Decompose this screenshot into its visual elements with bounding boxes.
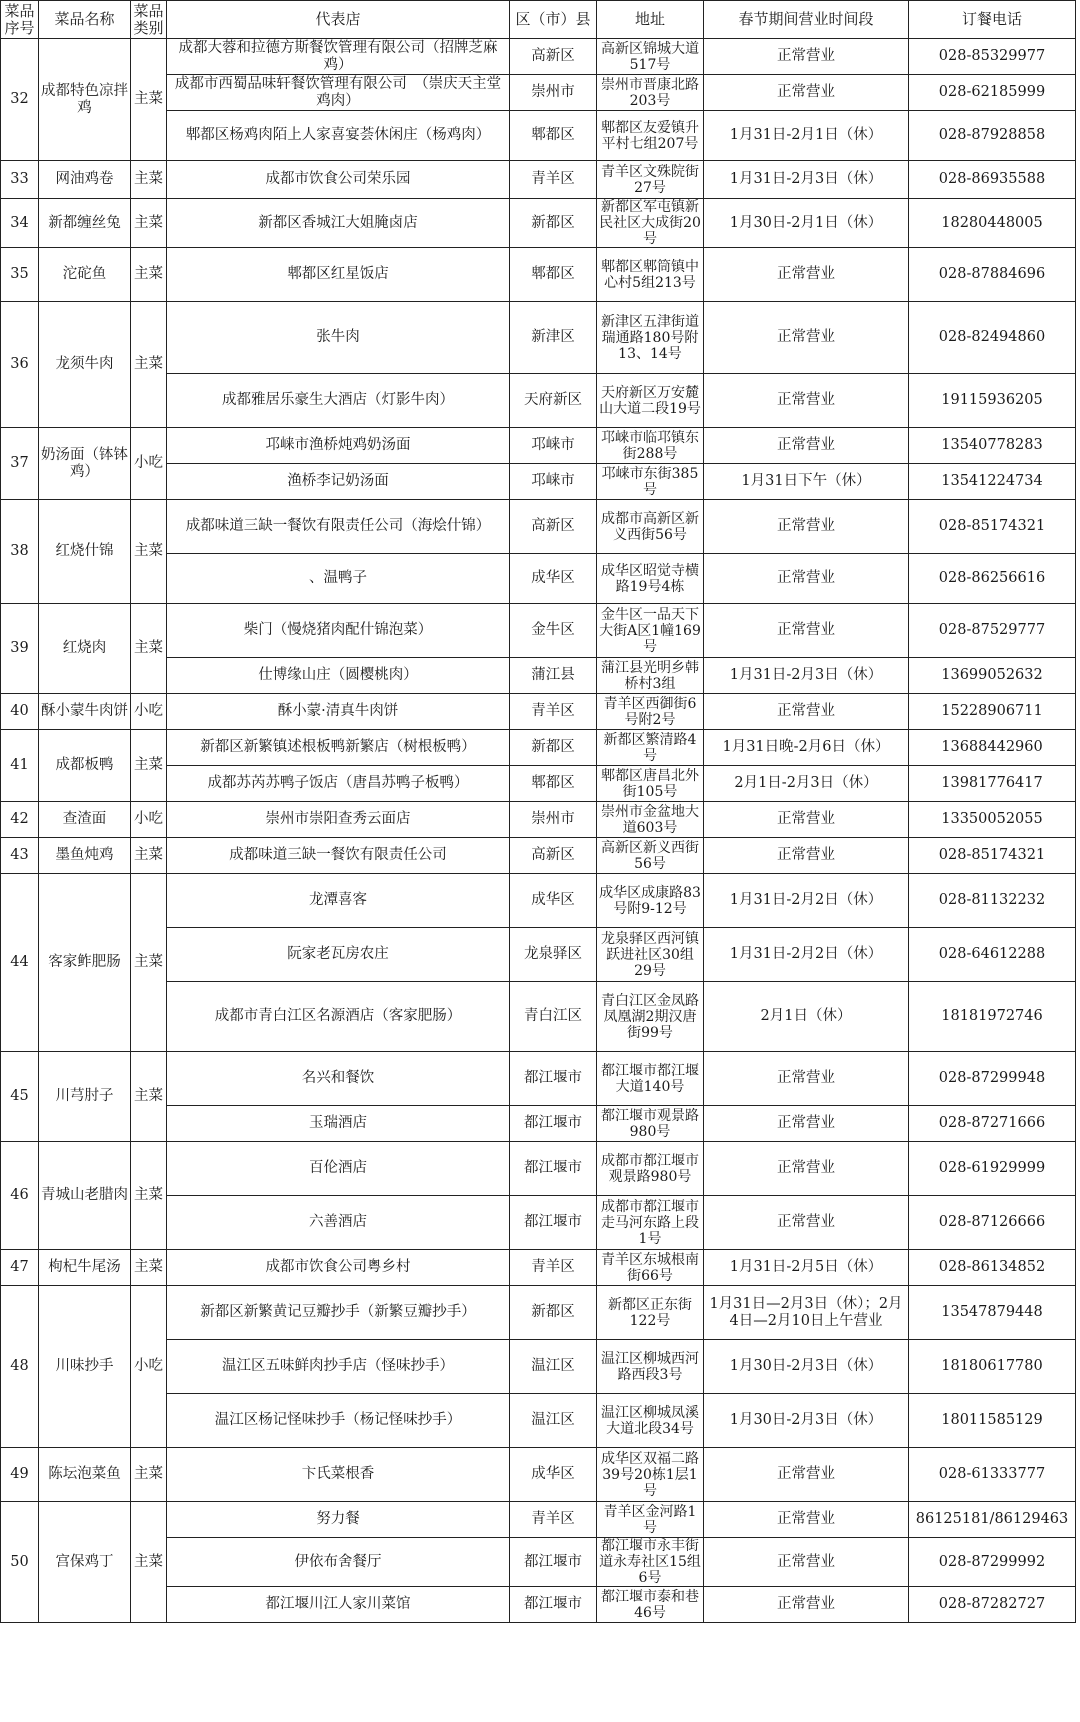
district: 高新区 <box>510 838 597 874</box>
header-shop: 代表店 <box>167 1 510 39</box>
address: 崇州市晋康北路203号 <box>597 75 704 111</box>
phone: 028-87282727 <box>909 1587 1076 1623</box>
dish-name: 成都特色凉拌鸡 <box>39 39 131 161</box>
table-row <box>1 1286 1076 1340</box>
dish-no: 46 <box>1 1142 39 1250</box>
district: 天府新区 <box>510 374 597 428</box>
dish-no: 41 <box>1 730 39 802</box>
dish-no: 38 <box>1 500 39 604</box>
dish-category: 主菜 <box>131 1502 167 1623</box>
address: 新都区军屯镇新民社区大成街20号 <box>597 199 704 248</box>
district: 都江堰市 <box>510 1106 597 1142</box>
address: 青白江区金凤路凤凰湖2期汉唐街99号 <box>597 982 704 1052</box>
business-hours: 1月31日-2月1日（休） <box>704 111 909 161</box>
business-hours: 正常营业 <box>704 838 909 874</box>
business-hours: 正常营业 <box>704 302 909 374</box>
address: 新都区正东街122号 <box>597 1286 704 1340</box>
district: 青羊区 <box>510 1250 597 1286</box>
shop-name: 玉瑞酒店 <box>167 1106 510 1142</box>
phone: 028-87928858 <box>909 111 1076 161</box>
district: 都江堰市 <box>510 1196 597 1250</box>
shop-name: 温江区杨记怪味抄手（杨记怪味抄手） <box>167 1394 510 1448</box>
dish-name: 青城山老腊肉 <box>39 1142 131 1250</box>
address: 成华区成康路83号附9-12号 <box>597 874 704 928</box>
business-hours: 1月31日-2月2日（休） <box>704 928 909 982</box>
dish-no: 32 <box>1 39 39 161</box>
business-hours: 1月31日-2月5日（休） <box>704 1250 909 1286</box>
dish-no: 45 <box>1 1052 39 1142</box>
shop-name: 温江区五味鲜肉抄手店（怪味抄手） <box>167 1340 510 1394</box>
dish-name: 奶汤面（钵钵鸡） <box>39 428 131 500</box>
dish-name: 红烧肉 <box>39 604 131 694</box>
phone: 028-85329977 <box>909 39 1076 75</box>
address: 邛崃市临邛镇东街288号 <box>597 428 704 464</box>
phone: 19115936205 <box>909 374 1076 428</box>
shop-name: 名兴和餐饮 <box>167 1052 510 1106</box>
shop-name: 成都市西蜀品味轩餐饮管理有限公司 （崇庆天主堂鸡肉） <box>167 75 510 111</box>
table-row <box>1 874 1076 928</box>
shop-name: 新都区新繁镇述根板鸭新繁店（树根板鸭） <box>167 730 510 766</box>
business-hours: 1月30日-2月3日（休） <box>704 1394 909 1448</box>
table-row <box>1 1250 1076 1286</box>
district: 温江区 <box>510 1340 597 1394</box>
address: 成华区双福二路39号20栋1层1号 <box>597 1448 704 1502</box>
dish-name: 川芎肘子 <box>39 1052 131 1142</box>
address: 高新区新义西街56号 <box>597 838 704 874</box>
district: 蒲江县 <box>510 658 597 694</box>
table-row <box>1 302 1076 374</box>
phone: 028-87529777 <box>909 604 1076 658</box>
address: 郫都区友爱镇升平村七组207号 <box>597 111 704 161</box>
district: 温江区 <box>510 1394 597 1448</box>
dish-category: 主菜 <box>131 500 167 604</box>
address: 崇州市金盆地大道603号 <box>597 802 704 838</box>
address: 成都市都江堰市观景路980号 <box>597 1142 704 1196</box>
district: 都江堰市 <box>510 1142 597 1196</box>
district: 青羊区 <box>510 694 597 730</box>
header-hours: 春节期间营业时间段 <box>704 1 909 39</box>
phone: 18280448005 <box>909 199 1076 248</box>
business-hours: 2月1日-2月3日（休） <box>704 766 909 802</box>
phone: 18181972746 <box>909 982 1076 1052</box>
business-hours: 正常营业 <box>704 1538 909 1587</box>
address: 青羊区东城根南街66号 <box>597 1250 704 1286</box>
phone: 028-86935588 <box>909 161 1076 199</box>
district: 龙泉驿区 <box>510 928 597 982</box>
table-body <box>1 39 1076 1623</box>
shop-name: 百伦酒店 <box>167 1142 510 1196</box>
district: 郫都区 <box>510 111 597 161</box>
table-row <box>1 802 1076 838</box>
table-row <box>1 161 1076 199</box>
business-hours: 正常营业 <box>704 428 909 464</box>
dish-category: 主菜 <box>131 1448 167 1502</box>
business-hours: 正常营业 <box>704 500 909 554</box>
district: 成华区 <box>510 874 597 928</box>
dish-name: 沱砣鱼 <box>39 248 131 302</box>
dish-no: 35 <box>1 248 39 302</box>
phone: 18011585129 <box>909 1394 1076 1448</box>
district: 都江堰市 <box>510 1538 597 1587</box>
district: 青羊区 <box>510 161 597 199</box>
business-hours: 正常营业 <box>704 248 909 302</box>
dish-name: 客家鲊肥肠 <box>39 874 131 1052</box>
address: 新都区繁清路4号 <box>597 730 704 766</box>
address: 天府新区万安麓山大道二段19号 <box>597 374 704 428</box>
table-row <box>1 1448 1076 1502</box>
phone: 13699052632 <box>909 658 1076 694</box>
business-hours: 正常营业 <box>704 1502 909 1538</box>
dish-name: 新都缠丝兔 <box>39 199 131 248</box>
phone: 86125181/86129463 <box>909 1502 1076 1538</box>
phone: 028-87299948 <box>909 1052 1076 1106</box>
district: 成华区 <box>510 1448 597 1502</box>
shop-name: 努力餐 <box>167 1502 510 1538</box>
shop-name: 成都味道三缺一餐饮有限责任公司（海烩什锦） <box>167 500 510 554</box>
shop-name: 伊依布舍餐厅 <box>167 1538 510 1587</box>
dish-category: 主菜 <box>131 199 167 248</box>
phone: 028-87126666 <box>909 1196 1076 1250</box>
address: 温江区柳城凤溪大道北段34号 <box>597 1394 704 1448</box>
dish-name: 枸杞牛尾汤 <box>39 1250 131 1286</box>
district: 新都区 <box>510 199 597 248</box>
district: 金牛区 <box>510 604 597 658</box>
phone: 13541224734 <box>909 464 1076 500</box>
dish-category: 小吃 <box>131 428 167 500</box>
district: 崇州市 <box>510 75 597 111</box>
phone: 028-86134852 <box>909 1250 1076 1286</box>
dish-no: 44 <box>1 874 39 1052</box>
shop-name: 成都味道三缺一餐饮有限责任公司 <box>167 838 510 874</box>
phone: 028-81132232 <box>909 874 1076 928</box>
district: 新津区 <box>510 302 597 374</box>
table-row <box>1 39 1076 75</box>
dish-name: 宫保鸡丁 <box>39 1502 131 1623</box>
dish-no: 40 <box>1 694 39 730</box>
table-row <box>1 500 1076 554</box>
address: 青羊区西御街6号附2号 <box>597 694 704 730</box>
dish-no: 43 <box>1 838 39 874</box>
business-hours: 2月1日（休） <box>704 982 909 1052</box>
dish-no: 33 <box>1 161 39 199</box>
shop-name: 新都区香城江大姐腌卤店 <box>167 199 510 248</box>
shop-name: 卞氏菜根香 <box>167 1448 510 1502</box>
shop-name: 酥小蒙·清真牛肉饼 <box>167 694 510 730</box>
table-row <box>1 199 1076 248</box>
business-hours: 1月31日-2月2日（休） <box>704 874 909 928</box>
shop-name: 都江堰川江人家川菜馆 <box>167 1587 510 1623</box>
phone: 13350052055 <box>909 802 1076 838</box>
business-hours: 1月31日-2月3日（休） <box>704 161 909 199</box>
district: 郫都区 <box>510 766 597 802</box>
address: 高新区锦城大道517号 <box>597 39 704 75</box>
table-row <box>1 730 1076 766</box>
address: 都江堰市泰和巷46号 <box>597 1587 704 1623</box>
table-row <box>1 604 1076 658</box>
dish-no: 36 <box>1 302 39 428</box>
header-dish-category: 菜品类别 <box>131 1 167 39</box>
dish-no: 37 <box>1 428 39 500</box>
dish-category: 小吃 <box>131 1286 167 1448</box>
phone: 028-64612288 <box>909 928 1076 982</box>
business-hours: 1月31日下午（休） <box>704 464 909 500</box>
dish-category: 小吃 <box>131 802 167 838</box>
dish-name: 成都板鸭 <box>39 730 131 802</box>
district: 新都区 <box>510 730 597 766</box>
address: 青羊区文殊院街27号 <box>597 161 704 199</box>
business-hours: 正常营业 <box>704 1196 909 1250</box>
address: 新津区五津街道瑞通路180号附13、14号 <box>597 302 704 374</box>
shop-name: 崇州市崇阳查秀云面店 <box>167 802 510 838</box>
header-row <box>1 1 1076 39</box>
table-row <box>1 1502 1076 1538</box>
dish-no: 42 <box>1 802 39 838</box>
business-hours: 正常营业 <box>704 1142 909 1196</box>
header-dish-no: 菜品序号 <box>1 1 39 39</box>
shop-name: 成都市饮食公司粤乡村 <box>167 1250 510 1286</box>
address: 郫都区郫筒镇中心村5组213号 <box>597 248 704 302</box>
shop-name: 渔桥李记奶汤面 <box>167 464 510 500</box>
address: 都江堰市观景路980号 <box>597 1106 704 1142</box>
table-row <box>1 1052 1076 1106</box>
shop-name: 郫都区杨鸡肉陌上人家喜宴荟休闲庄（杨鸡肉） <box>167 111 510 161</box>
address: 邛崃市东街385号 <box>597 464 704 500</box>
phone: 028-61333777 <box>909 1448 1076 1502</box>
district: 郫都区 <box>510 248 597 302</box>
dish-category: 小吃 <box>131 694 167 730</box>
business-hours: 正常营业 <box>704 604 909 658</box>
address: 都江堰市都江堰大道140号 <box>597 1052 704 1106</box>
phone: 13981776417 <box>909 766 1076 802</box>
business-hours: 正常营业 <box>704 554 909 604</box>
business-hours: 正常营业 <box>704 374 909 428</box>
address: 郫都区唐昌北外街105号 <box>597 766 704 802</box>
dish-no: 48 <box>1 1286 39 1448</box>
shop-name: 、温鸭子 <box>167 554 510 604</box>
dish-category: 主菜 <box>131 604 167 694</box>
business-hours: 1月30日-2月1日（休） <box>704 199 909 248</box>
dish-no: 50 <box>1 1502 39 1623</box>
shop-name: 成都雅居乐豪生大酒店（灯影牛肉） <box>167 374 510 428</box>
dish-name: 酥小蒙牛肉饼 <box>39 694 131 730</box>
dish-name: 墨鱼炖鸡 <box>39 838 131 874</box>
dish-no: 34 <box>1 199 39 248</box>
address: 成都市都江堰市走马河东路上段1号 <box>597 1196 704 1250</box>
address: 温江区柳城西河路西段3号 <box>597 1340 704 1394</box>
address: 龙泉驿区西河镇跃进社区30组29号 <box>597 928 704 982</box>
dish-category: 主菜 <box>131 248 167 302</box>
shop-name: 成都大蓉和拉德方斯餐饮管理有限公司（招牌芝麻鸡） <box>167 39 510 75</box>
shop-name: 阮家老瓦房农庄 <box>167 928 510 982</box>
phone: 028-86256616 <box>909 554 1076 604</box>
phone: 028-82494860 <box>909 302 1076 374</box>
dish-category: 主菜 <box>131 161 167 199</box>
phone: 18180617780 <box>909 1340 1076 1394</box>
district: 邛崃市 <box>510 428 597 464</box>
district: 青白江区 <box>510 982 597 1052</box>
business-hours: 1月31日晚-2月6日（休） <box>704 730 909 766</box>
table-row <box>1 428 1076 464</box>
business-hours: 正常营业 <box>704 39 909 75</box>
district: 高新区 <box>510 500 597 554</box>
dish-category: 主菜 <box>131 39 167 161</box>
address: 青羊区金河路1号 <box>597 1502 704 1538</box>
address: 成都市高新区新义西街56号 <box>597 500 704 554</box>
shop-name: 郫都区红星饭店 <box>167 248 510 302</box>
header-district: 区（市）县 <box>510 1 597 39</box>
shop-name: 新都区新繁黄记豆瓣抄手（新繁豆瓣抄手） <box>167 1286 510 1340</box>
business-hours: 1月30日-2月3日（休） <box>704 1340 909 1394</box>
dish-category: 主菜 <box>131 838 167 874</box>
phone: 13540778283 <box>909 428 1076 464</box>
shop-name: 成都市饮食公司荣乐园 <box>167 161 510 199</box>
shop-name: 柴门（慢烧猪肉配什锦泡菜） <box>167 604 510 658</box>
dish-category: 主菜 <box>131 874 167 1052</box>
dish-no: 39 <box>1 604 39 694</box>
business-hours: 正常营业 <box>704 802 909 838</box>
district: 邛崃市 <box>510 464 597 500</box>
district: 高新区 <box>510 39 597 75</box>
dish-name: 网油鸡卷 <box>39 161 131 199</box>
dish-no: 47 <box>1 1250 39 1286</box>
table-row <box>1 694 1076 730</box>
dish-category: 主菜 <box>131 302 167 428</box>
shop-name: 张牛肉 <box>167 302 510 374</box>
phone: 028-87299992 <box>909 1538 1076 1587</box>
table-row <box>1 1142 1076 1196</box>
dish-name: 陈坛泡菜鱼 <box>39 1448 131 1502</box>
shop-name: 六善酒店 <box>167 1196 510 1250</box>
district: 崇州市 <box>510 802 597 838</box>
business-hours: 1月31日-2月3日（休） <box>704 658 909 694</box>
dish-name: 红烧什锦 <box>39 500 131 604</box>
business-hours: 正常营业 <box>704 1052 909 1106</box>
phone: 13688442960 <box>909 730 1076 766</box>
business-hours: 正常营业 <box>704 75 909 111</box>
address: 都江堰市永丰街道永寿社区15组6号 <box>597 1538 704 1587</box>
shop-name: 邛崃市渔桥炖鸡奶汤面 <box>167 428 510 464</box>
header-phone: 订餐电话 <box>909 1 1076 39</box>
dish-no: 49 <box>1 1448 39 1502</box>
phone: 028-62185999 <box>909 75 1076 111</box>
table-row <box>1 838 1076 874</box>
header-address: 地址 <box>597 1 704 39</box>
phone: 13547879448 <box>909 1286 1076 1340</box>
business-hours: 正常营业 <box>704 1106 909 1142</box>
dish-name: 龙须牛肉 <box>39 302 131 428</box>
business-hours: 正常营业 <box>704 1587 909 1623</box>
shop-name: 龙潭喜客 <box>167 874 510 928</box>
shop-name: 仕博缘山庄（圆樱桃肉） <box>167 658 510 694</box>
table-row <box>1 248 1076 302</box>
address: 金牛区一品天下大街A区1幢169号 <box>597 604 704 658</box>
dish-category: 主菜 <box>131 1052 167 1142</box>
address: 成华区昭觉寺横路19号4栋 <box>597 554 704 604</box>
phone: 15228906711 <box>909 694 1076 730</box>
business-hours: 正常营业 <box>704 1448 909 1502</box>
phone: 028-87884696 <box>909 248 1076 302</box>
district: 都江堰市 <box>510 1587 597 1623</box>
dish-name: 查渣面 <box>39 802 131 838</box>
dish-category: 主菜 <box>131 1142 167 1250</box>
phone: 028-87271666 <box>909 1106 1076 1142</box>
phone: 028-85174321 <box>909 500 1076 554</box>
phone: 028-61929999 <box>909 1142 1076 1196</box>
business-hours: 正常营业 <box>704 694 909 730</box>
header-dish-name: 菜品名称 <box>39 1 131 39</box>
district: 青羊区 <box>510 1502 597 1538</box>
dish-category: 主菜 <box>131 730 167 802</box>
business-hours: 1月31日—2月3日（休）；2月4日—2月10日上午营业 <box>704 1286 909 1340</box>
address: 蒲江县光明乡韩桥村3组 <box>597 658 704 694</box>
district: 新都区 <box>510 1286 597 1340</box>
district: 成华区 <box>510 554 597 604</box>
dish-category: 主菜 <box>131 1250 167 1286</box>
shop-name: 成都市青白江区名源酒店（客家肥肠） <box>167 982 510 1052</box>
shop-name: 成都苏芮苏鸭子饭店（唐昌苏鸭子板鸭） <box>167 766 510 802</box>
district: 都江堰市 <box>510 1052 597 1106</box>
dish-name: 川味抄手 <box>39 1286 131 1448</box>
phone: 028-85174321 <box>909 838 1076 874</box>
